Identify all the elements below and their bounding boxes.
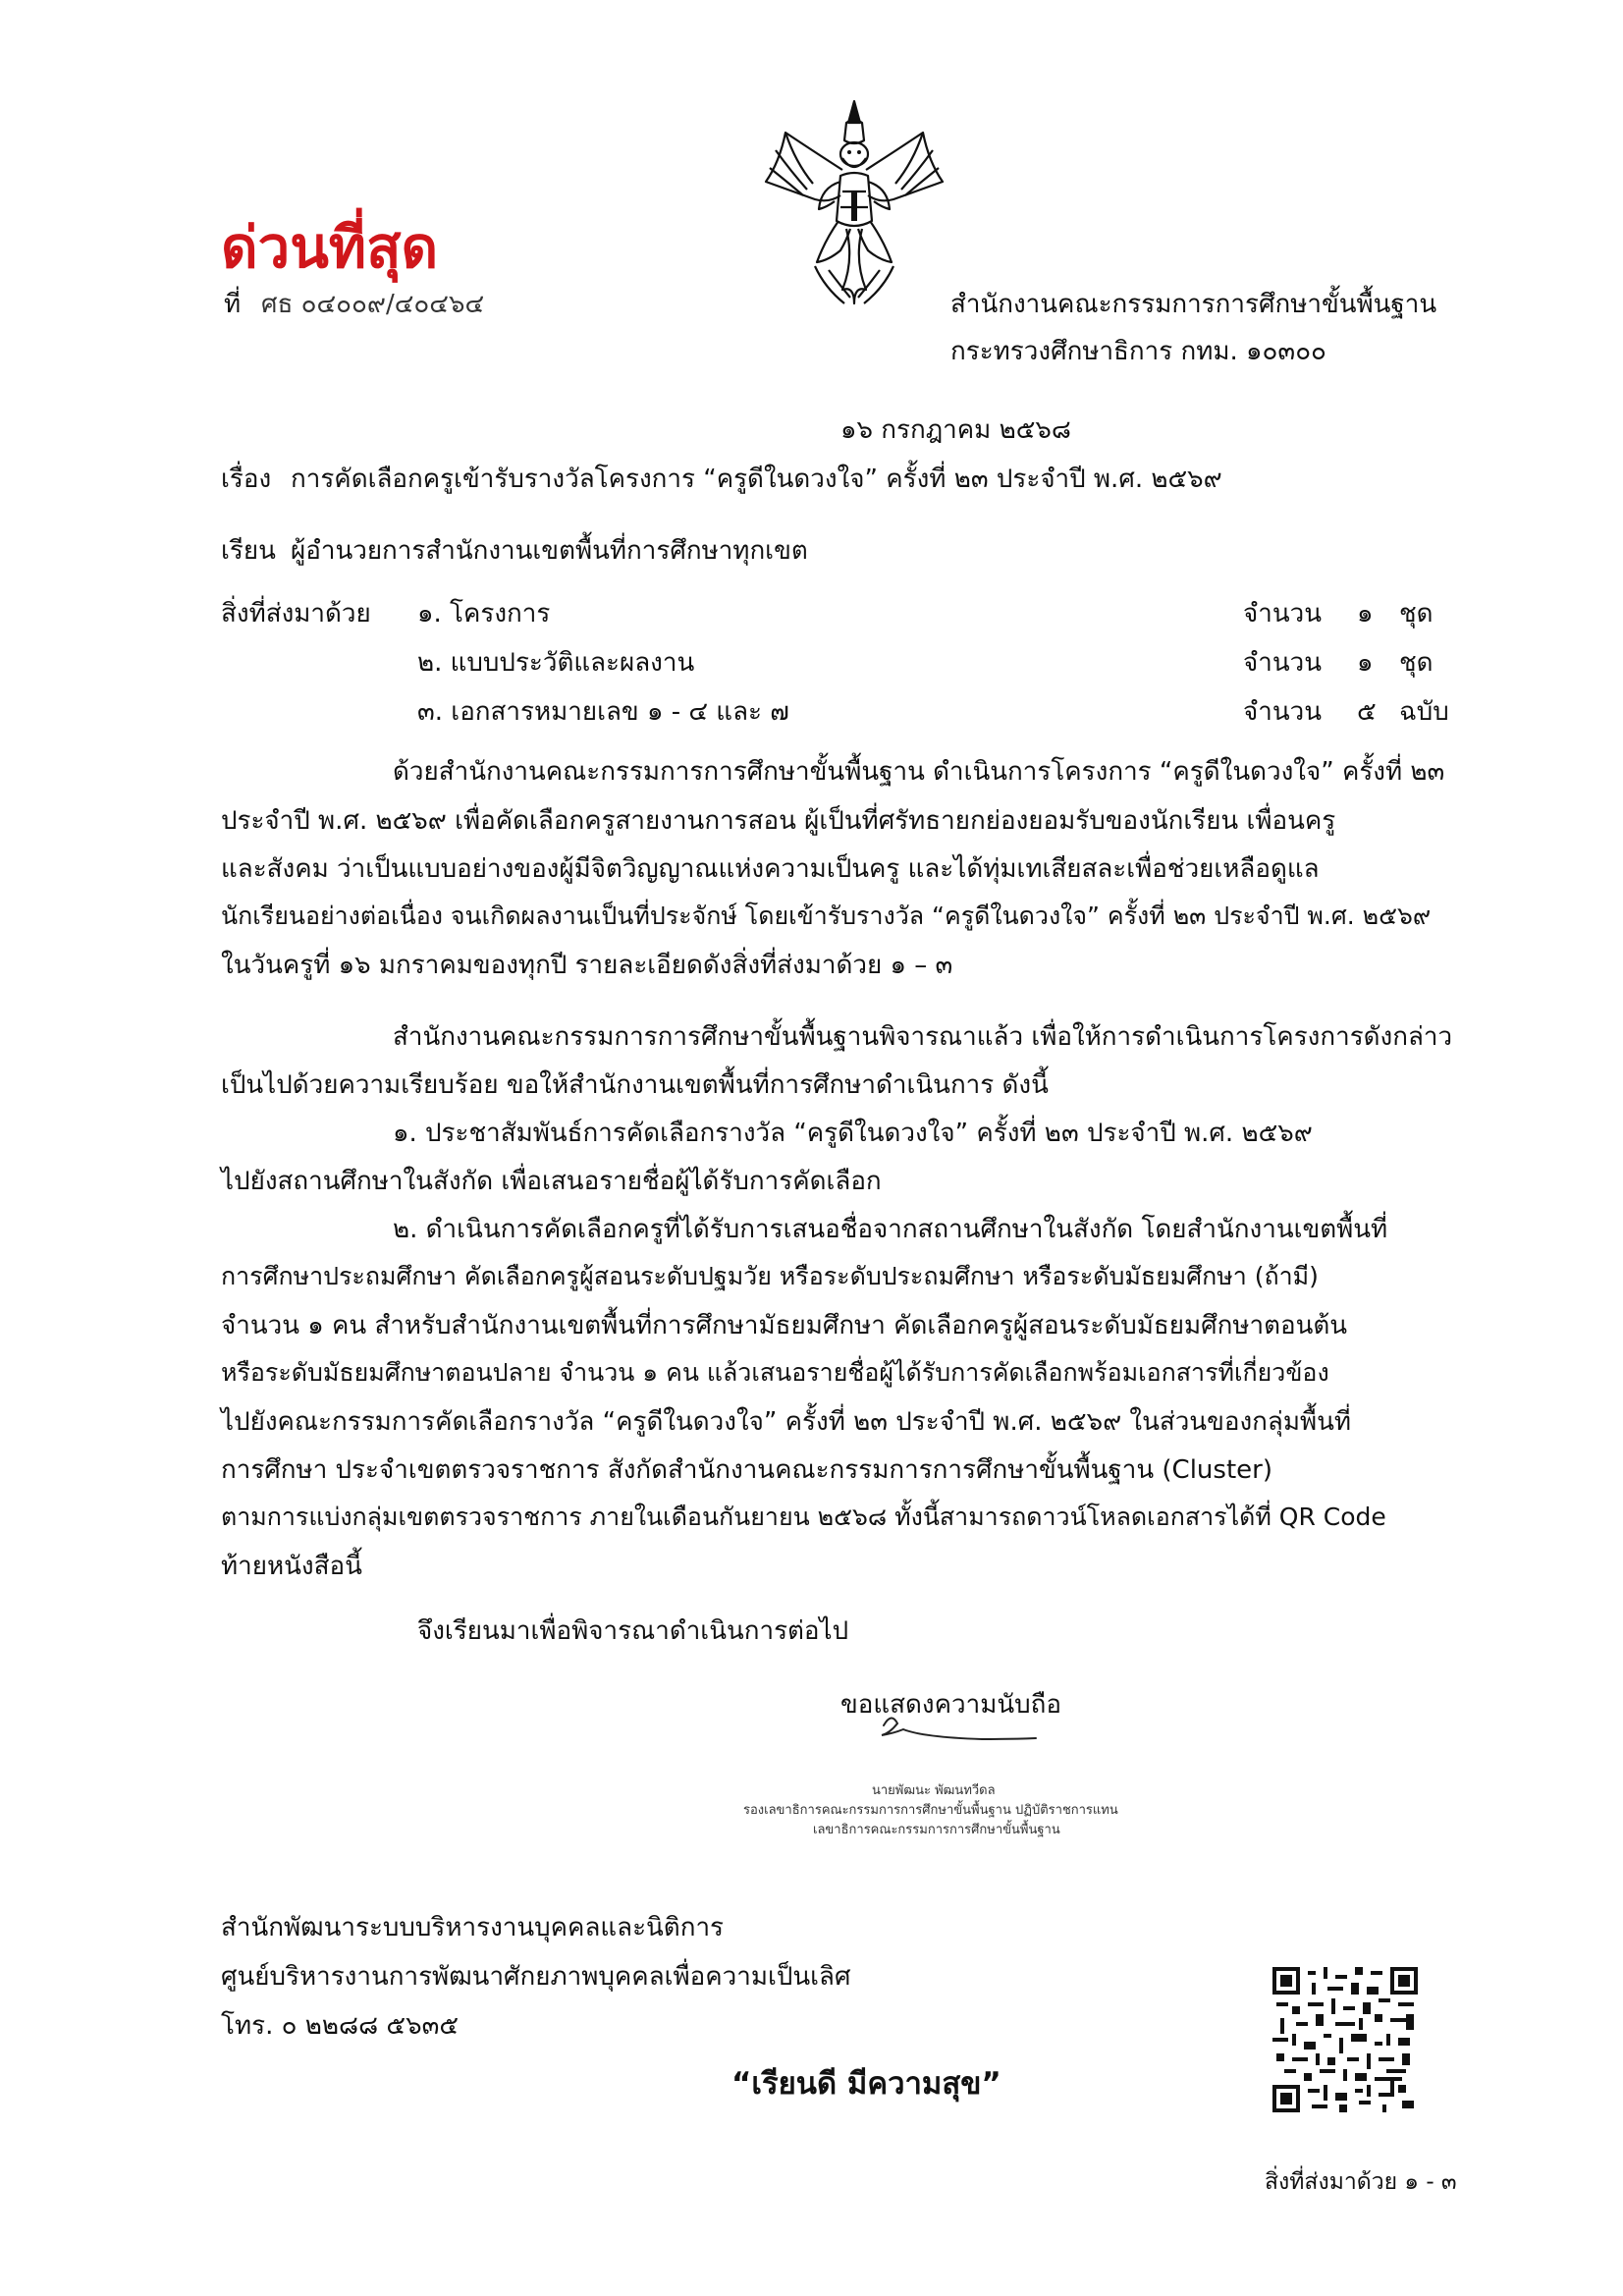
enclosure-qty: ๑ xyxy=(1357,599,1374,629)
signatory-position: รองเลขาธิการคณะกรรมการการศึกษาขั้นพื้นฐาน ปฏิบัติราชการแทน xyxy=(743,1803,1118,1818)
enclosure-amount-label: จำนวน xyxy=(1243,697,1322,727)
footer-office: สำนักพัฒนาระบบบริหารงานบุคคลและนิติการ xyxy=(221,1913,725,1942)
slogan: “เรียนดี มีความสุข” xyxy=(731,2066,1001,2102)
enclosure-unit: ฉบับ xyxy=(1399,697,1449,727)
handwritten-signature xyxy=(864,1704,1051,1763)
subject-label: เรื่อง xyxy=(221,465,272,494)
body-paragraph-1-line: ประจำปี พ.ศ. ๒๕๖๙ เพื่อคัดเลือกครูสายงานการสอน ผู้เป็นที่ศรัทธายกย่องยอมรับของนักเรียน เพื่อนครู xyxy=(221,806,1336,836)
body-paragraph-4-line: ไปยังคณะกรรมการคัดเลือกรางวัล “ครูดีในดวงใจ” ครั้งที่ ๒๓ ประจำปี พ.ศ. ๒๕๖๙ ในส่วนของกลุ่มพื้นที่ xyxy=(221,1407,1352,1437)
enclosures-label: สิ่งที่ส่งมาด้วย xyxy=(221,599,371,629)
urgency-label: ด่วนที่สุด xyxy=(221,214,439,281)
closing-regards: ขอแสดงความนับถือ xyxy=(840,1690,1061,1720)
body-paragraph-4-line: การศึกษาประถมศึกษา คัดเลือกครูผู้สอนระดับปฐมวัย หรือระดับประถมศึกษา หรือระดับมัธยมศึกษา (ถ้ามี) xyxy=(221,1262,1319,1290)
body-paragraph-1-line: ด้วยสำนักงานคณะกรรมการการศึกษาขั้นพื้นฐาน ดำเนินการโครงการ “ครูดีในดวงใจ” ครั้งที่ ๒๓ xyxy=(393,757,1445,787)
enclosure-item: ๒. แบบประวัติและผลงาน xyxy=(417,648,695,678)
org-name: สำนักงานคณะกรรมการการศึกษาขั้นพื้นฐาน xyxy=(950,290,1437,319)
body-paragraph-1-line: นักเรียนอย่างต่อเนื่อง จนเกิดผลงานเป็นที่ประจักษ์ โดยเข้ารับรางวัล “ครูดีในดวงใจ” ครั้งที่ ๒๓ ประจำปี พ.ศ. ๒๕๖๙ xyxy=(221,902,1432,930)
enclosure-amount-label: จำนวน xyxy=(1243,599,1322,629)
closing-request: จึงเรียนมาเพื่อพิจารณาดำเนินการต่อไป xyxy=(417,1616,849,1646)
enclosure-qty: ๑ xyxy=(1357,648,1374,678)
body-paragraph-4-line: ตามการแบ่งกลุ่มเขตตรวจราชการ ภายในเดือนกันยายน ๒๕๖๘ ทั้งนี้สามารถดาวน์โหลดเอกสารได้ที่ QR Code xyxy=(221,1503,1386,1531)
body-paragraph-4-line: ท้ายหนังสือนี้ xyxy=(221,1552,362,1581)
body-paragraph-2-line: สำนักงานคณะกรรมการการศึกษาขั้นพื้นฐานพิจารณาแล้ว เพื่อให้การดำเนินการโครงการดังกล่าว xyxy=(393,1022,1453,1052)
body-paragraph-4-line: ๒. ดำเนินการคัดเลือกครูที่ได้รับการเสนอชื่อจากสถานศึกษาในสังกัด โดยสำนักงานเขตพื้นที่ xyxy=(393,1215,1388,1244)
body-paragraph-3-line: ๑. ประชาสัมพันธ์การคัดเลือกรางวัล “ครูดีในดวงใจ” ครั้งที่ ๒๓ ประจำปี พ.ศ. ๒๕๖๙ xyxy=(393,1119,1313,1148)
body-paragraph-4-line: จำนวน ๑ คน สำหรับสำนักงานเขตพื้นที่การศึกษามัธยมศึกษา คัดเลือกครูผู้สอนระดับมัธยมศึกษาตอนต้น xyxy=(221,1311,1348,1340)
enclosure-item: ๓. เอกสารหมายเลข ๑ - ๔ และ ๗ xyxy=(417,697,789,727)
ref-label: ที่ xyxy=(224,290,242,319)
enclosure-unit: ชุด xyxy=(1399,599,1434,629)
body-paragraph-3-line: ไปยังสถานศึกษาในสังกัด เพื่อเสนอรายชื่อผู้ได้รับการคัดเลือก xyxy=(221,1167,882,1196)
signatory-name: นายพัฒนะ พัฒนทวีดล xyxy=(872,1783,996,1798)
body-paragraph-4-line: หรือระดับมัธยมศึกษาตอนปลาย จำนวน ๑ คน แล้วเสนอรายชื่อผู้ได้รับการคัดเลือกพร้อมเอกสารที่เกี่ยวข้อง xyxy=(221,1358,1329,1387)
enclosure-qty: ๕ xyxy=(1357,697,1377,727)
footer-phone: โทร. ๐ ๒๒๘๘ ๕๖๓๕ xyxy=(221,2011,460,2041)
ref-number: ศธ ๐๔๐๐๙/๔๐๔๖๔ xyxy=(261,290,485,319)
body-paragraph-2-line: เป็นไปด้วยความเรียบร้อย ขอให้สำนักงานเขตพื้นที่การศึกษาดำเนินการ ดังนี้ xyxy=(221,1070,1049,1100)
body-paragraph-4-line: การศึกษา ประจำเขตตรวจราชการ สังกัดสำนักงานคณะกรรมการการศึกษาขั้นพื้นฐาน (Cluster) xyxy=(221,1455,1272,1485)
footer-center: ศูนย์บริหารงานการพัฒนาศักยภาพบุคคลเพื่อความเป็นเลิศ xyxy=(221,1962,851,1992)
signatory-position-secondary: เลขาธิการคณะกรรมการการศึกษาขั้นพื้นฐาน xyxy=(813,1823,1060,1837)
recipient-text: ผู้อำนวยการสำนักงานเขตพื้นที่การศึกษาทุกเขต xyxy=(291,536,808,566)
qr-caption: สิ่งที่ส่งมาด้วย ๑ - ๓ xyxy=(1265,2169,1457,2195)
qr-code-icon xyxy=(1272,1967,1418,2112)
enclosure-unit: ชุด xyxy=(1399,648,1434,678)
enclosure-amount-label: จำนวน xyxy=(1243,648,1322,678)
org-address: กระทรวงศึกษาธิการ กทม. ๑๐๓๐๐ xyxy=(950,337,1326,366)
body-paragraph-1-line: ในวันครูที่ ๑๖ มกราคมของทุกปี รายละเอียดดังสิ่งที่ส่งมาด้วย ๑ – ๓ xyxy=(221,951,953,980)
subject-text: การคัดเลือกครูเข้ารับรางวัลโครงการ “ครูดีในดวงใจ” ครั้งที่ ๒๓ ประจำปี พ.ศ. ๒๕๖๙ xyxy=(291,465,1222,494)
body-paragraph-1-line: และสังคม ว่าเป็นแบบอย่างของผู้มีจิตวิญญาณแห่งความเป็นครู และได้ทุ่มเทเสียสละเพื่อช่วยเหลือดูแล xyxy=(221,854,1320,884)
recipient-label: เรียน xyxy=(221,536,276,566)
document-date: ๑๖ กรกฎาคม ๒๕๖๘ xyxy=(840,415,1071,445)
enclosure-item: ๑. โครงการ xyxy=(417,599,551,629)
garuda-emblem-icon xyxy=(756,93,952,319)
